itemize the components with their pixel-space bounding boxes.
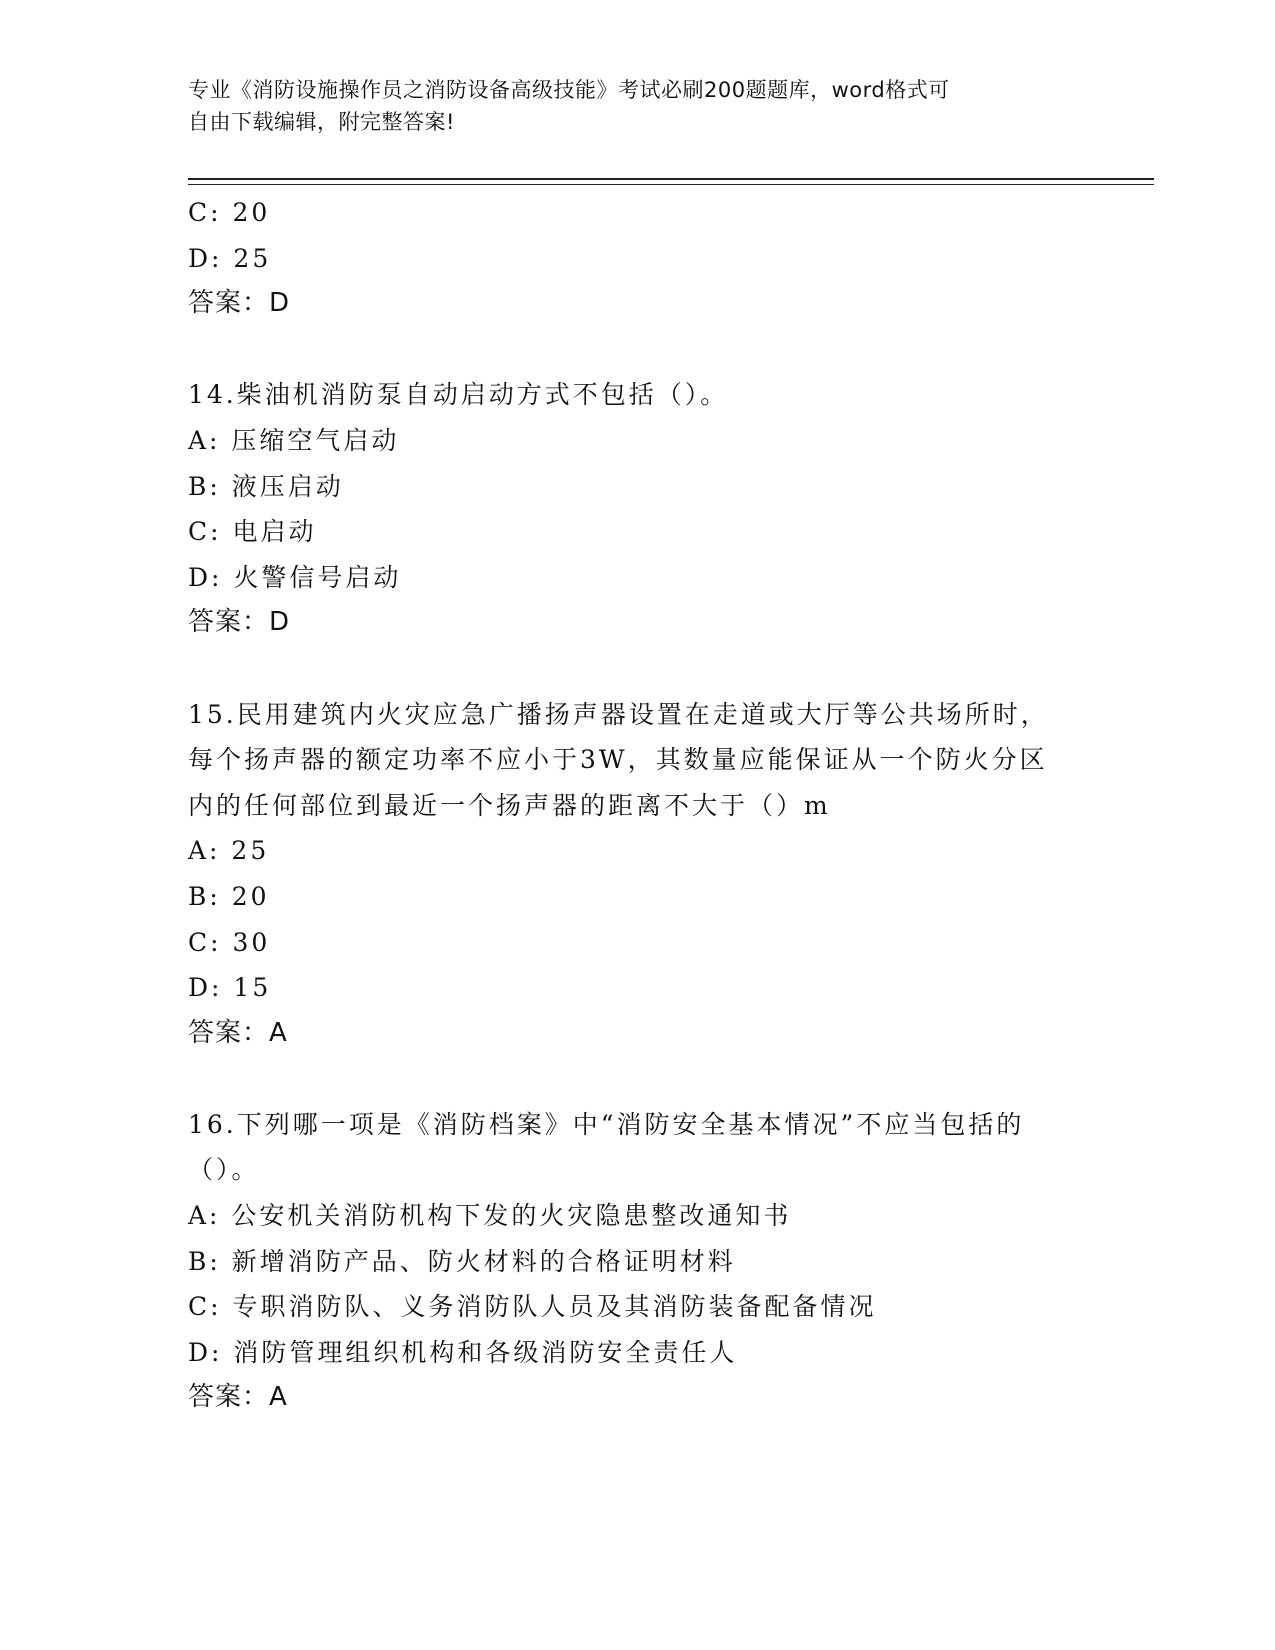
question-stem-line-2: （）。 <box>188 1155 260 1185</box>
spacer <box>188 327 1088 373</box>
option-a: A: 压缩空气启动 <box>188 425 400 455</box>
option-b: B: 液压启动 <box>188 471 344 501</box>
option-d: D: 消防管理组织机构和各级消防安全责任人 <box>188 1337 738 1367</box>
header-line-1: 专业《消防设施操作员之消防设备高级技能》考试必刷200题题库，word格式可 <box>188 78 950 102</box>
spacer <box>188 1056 1088 1102</box>
option-a: A: 25 <box>188 836 270 866</box>
prev-option-c: C: 20 <box>188 198 271 227</box>
option-b: B: 20 <box>188 881 270 911</box>
option-d: D: 火警信号启动 <box>188 562 402 592</box>
question-stem-line-2: 每个扬声器的额定功率不应小于3W，其数量应能保证从一个防火分区 <box>188 745 1048 775</box>
question-14 <box>188 372 1088 646</box>
header-rule-thick <box>188 178 1154 180</box>
spacer <box>188 646 1088 692</box>
answer: 答案：D <box>188 607 291 638</box>
prev-answer: 答案：D <box>188 288 291 319</box>
option-c: C: 专职消防队、义务消防队人员及其消防装备配备情况 <box>188 1292 877 1322</box>
answer: 答案：A <box>188 1382 288 1413</box>
option-d: D: 15 <box>188 973 272 1003</box>
prev-option-d: D: 25 <box>188 243 272 273</box>
option-b: B: 新增消防产品、防火材料的合格证明材料 <box>188 1246 736 1276</box>
option-a: A: 公安机关消防机构下发的火灾隐患整改通知书 <box>188 1201 792 1231</box>
option-c: C: 30 <box>188 927 271 957</box>
option-c: C: 电启动 <box>188 517 317 547</box>
answer: 答案：A <box>188 1017 288 1048</box>
question-list <box>188 190 1088 1421</box>
question-stem-line-1: 15.民用建筑内火灾应急广播扬声器设置在走道或大厅等公共场所时， <box>188 699 1049 729</box>
question-15 <box>188 692 1088 1057</box>
page-header <box>188 74 1078 138</box>
question-stem-line-1: 16.下列哪一项是《消防档案》中“消防安全基本情况”不应当包括的 <box>188 1109 1025 1139</box>
question-stem: 14.柴油机消防泵自动启动方式不包括（）。 <box>188 380 729 410</box>
header-rule-thin <box>188 184 1154 185</box>
header-line-2: 自由下载编辑，附完整答案! <box>188 110 455 134</box>
question-stem-line-3: 内的任何部位到最近一个扬声器的距离不大于（）m <box>188 790 831 820</box>
question-16 <box>188 1102 1088 1421</box>
